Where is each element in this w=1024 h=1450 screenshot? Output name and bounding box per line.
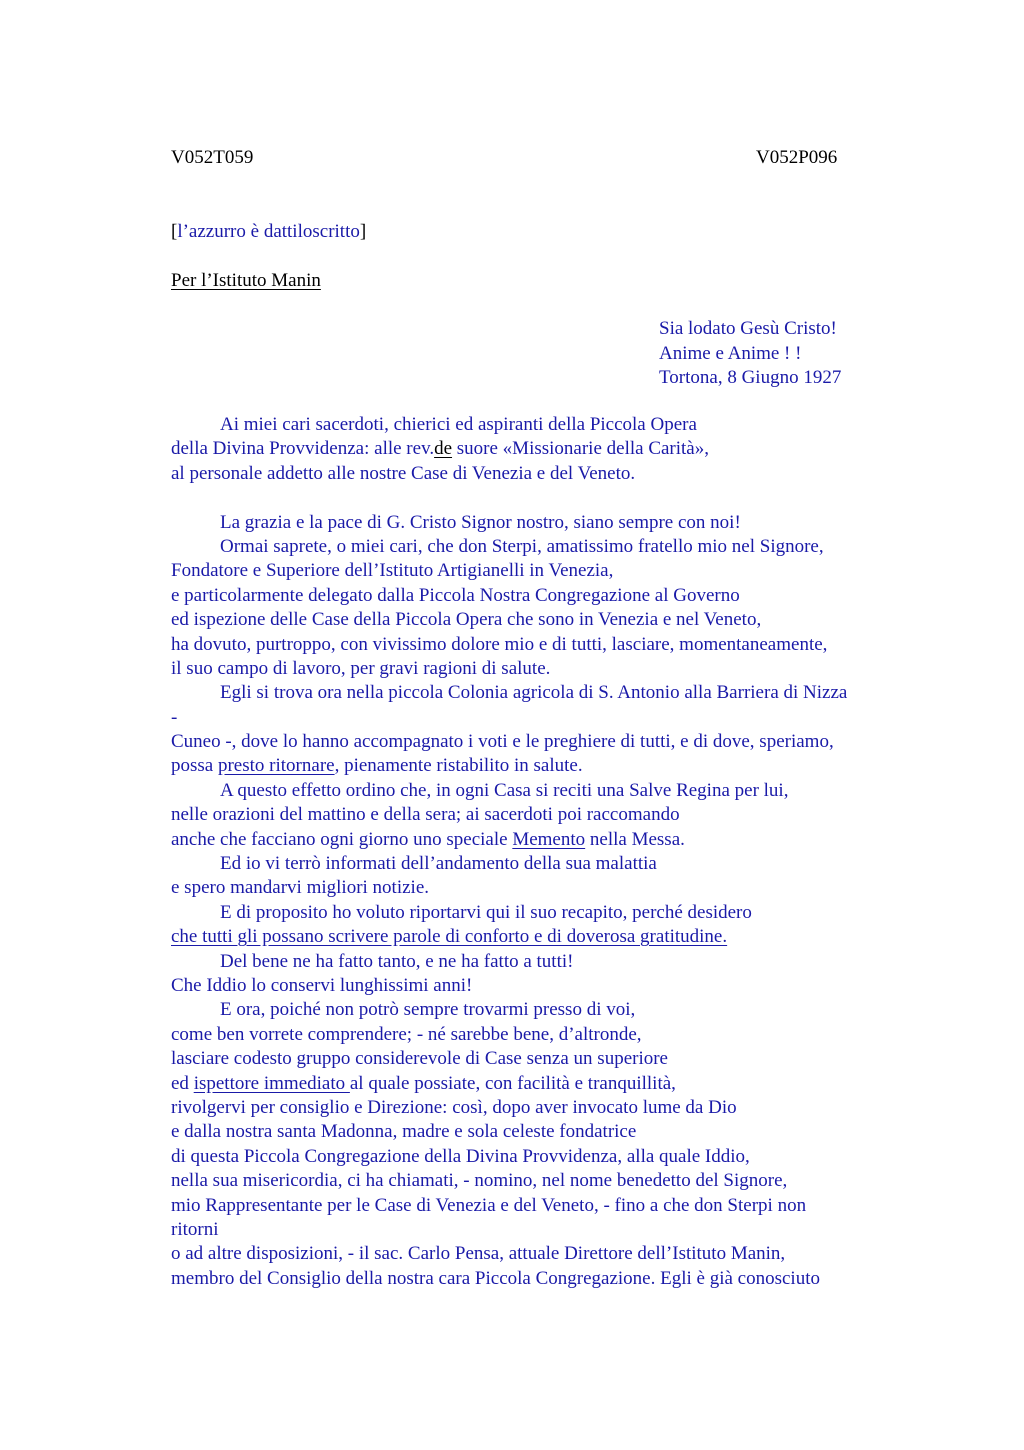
body-line: e spero mandarvi migliori notizie. xyxy=(171,877,430,899)
underlined-phrase: presto ritornare xyxy=(217,755,335,777)
body-line: lasciare codesto gruppo considerevole di Case senza un superiore xyxy=(171,1048,668,1070)
body-text: nella Messa. xyxy=(585,828,685,850)
body-line: come ben vorrete comprendere; - né sarebbe bene, d’altronde, xyxy=(171,1023,642,1045)
body-line: ritorni xyxy=(171,1218,219,1240)
underlined-phrase: che tutti gli possano scrivere parole di conforto e di doverosa gratitudine. xyxy=(171,926,728,948)
body-line: nella sua misericordia, ci ha chiamati, - nomino, nel nome benedetto del Signore, xyxy=(171,1170,788,1192)
body-text: possa xyxy=(171,755,218,777)
body-line: E di proposito ho voluto riportarvi qui il suo recapito, perché desidero xyxy=(220,901,752,923)
body-line: mio Rappresentante per le Case di Venezia e del Veneto, - fino a che don Sterpi non xyxy=(171,1194,807,1216)
body-line: membro del Consiglio della nostra cara Piccola Congregazione. Egli è già conosciuto xyxy=(171,1267,820,1289)
body-line: Egli si trova ora nella piccola Colonia agricola di S. Antonio alla Barriera di Nizza xyxy=(220,682,848,704)
underlined-phrase: Memento xyxy=(512,828,586,850)
body-line: ed ispezione delle Case della Piccola Opera che sono in Venezia e nel Veneto, xyxy=(171,609,762,631)
body-line xyxy=(171,828,911,852)
salutation-line-1: Sia lodato Gesù Cristo! xyxy=(659,318,837,339)
body-line: A questo effetto ordino che, in ogni Casa si reciti una Salve Regina per lui, xyxy=(220,779,789,801)
body-text: al quale possiate, con facilità e tranquillità, xyxy=(349,1072,676,1094)
body-line: Del bene ne ha fatto tanto, e ne ha fatto a tutti! xyxy=(220,950,574,972)
body-line: nelle orazioni del mattino e della sera; ai sacerdoti poi raccomando xyxy=(171,804,680,826)
body-line: Fondatore e Superiore dell’Istituto Artigianelli in Venezia, xyxy=(171,560,614,582)
body-line: Che Iddio lo conservi lunghissimi anni! xyxy=(171,974,473,996)
salutation-line-2: Anime e Anime ! ! xyxy=(659,343,802,364)
body-line: Ed io vi terrò informati dell’andamento della sua malattia xyxy=(220,853,657,875)
address-text: suore «Missionarie della Carità», xyxy=(452,438,709,460)
body-line: o ad altre disposizioni, - il sac. Carlo Pensa, attuale Direttore dell’Istituto Manin, xyxy=(171,1243,786,1265)
address-text: della Divina Provvidenza: alle rev. xyxy=(171,438,435,460)
body-line: rivolgervi per consiglio e Direzione: così, dopo aver invocato lume da Dio xyxy=(171,1096,737,1118)
body-text: , pienamente ristabilito in salute. xyxy=(334,755,583,777)
note-open-bracket: [ xyxy=(171,221,178,242)
address-line xyxy=(171,437,911,461)
note-close-bracket: ] xyxy=(359,221,367,242)
editorial-note xyxy=(171,220,366,244)
body-line: Ormai saprete, o miei cari, che don Sterpi, amatissimo fratello mio nel Signore, xyxy=(220,535,824,557)
body-line: - xyxy=(171,706,178,728)
address-line: Ai miei cari sacerdoti, chierici ed aspiranti della Piccola Opera xyxy=(220,414,697,435)
body-line: il suo campo di lavoro, per gravi ragioni di salute. xyxy=(171,657,551,679)
body-line: La grazia e la pace di G. Cristo Signor nostro, siano sempre con noi! xyxy=(220,511,741,533)
body-line xyxy=(171,754,911,778)
document-code-right: V052P096 xyxy=(756,147,838,168)
underlined-phrase: ispettore immediato xyxy=(193,1072,350,1094)
body-line xyxy=(171,925,911,949)
note-text: l’azzurro è dattiloscritto xyxy=(177,221,360,242)
letter-body xyxy=(171,413,911,1291)
document-heading: Per l’Istituto Manin xyxy=(171,270,321,291)
body-line: e dalla nostra santa Madonna, madre e sola celeste fondatrice xyxy=(171,1121,637,1143)
body-line: di questa Piccola Congregazione della Divina Provvidenza, alla quale Iddio, xyxy=(171,1145,750,1167)
paragraph-gap xyxy=(171,486,911,510)
body-line: E ora, poiché non potrò sempre trovarmi presso di voi, xyxy=(220,999,636,1021)
document-code-left: V052T059 xyxy=(171,147,254,168)
body-line: Cuneo -, dove lo hanno accompagnato i voti e le preghiere di tutti, e di dove, speriamo, xyxy=(171,731,834,753)
address-abbrev: de xyxy=(434,438,453,460)
letter-date: Tortona, 8 Giugno 1927 xyxy=(659,367,842,388)
body-text: anche che facciano ogni giorno uno speciale xyxy=(171,828,513,850)
address-line: al personale addetto alle nostre Case di Venezia e del Veneto. xyxy=(171,462,636,484)
body-text: ed xyxy=(171,1072,194,1094)
body-line: ha dovuto, purtroppo, con vivissimo dolore mio e di tutti, lasciare, momentaneamente, xyxy=(171,633,828,655)
body-line: e particolarmente delegato dalla Piccola Nostra Congregazione al Governo xyxy=(171,584,740,606)
body-line xyxy=(171,1072,911,1096)
